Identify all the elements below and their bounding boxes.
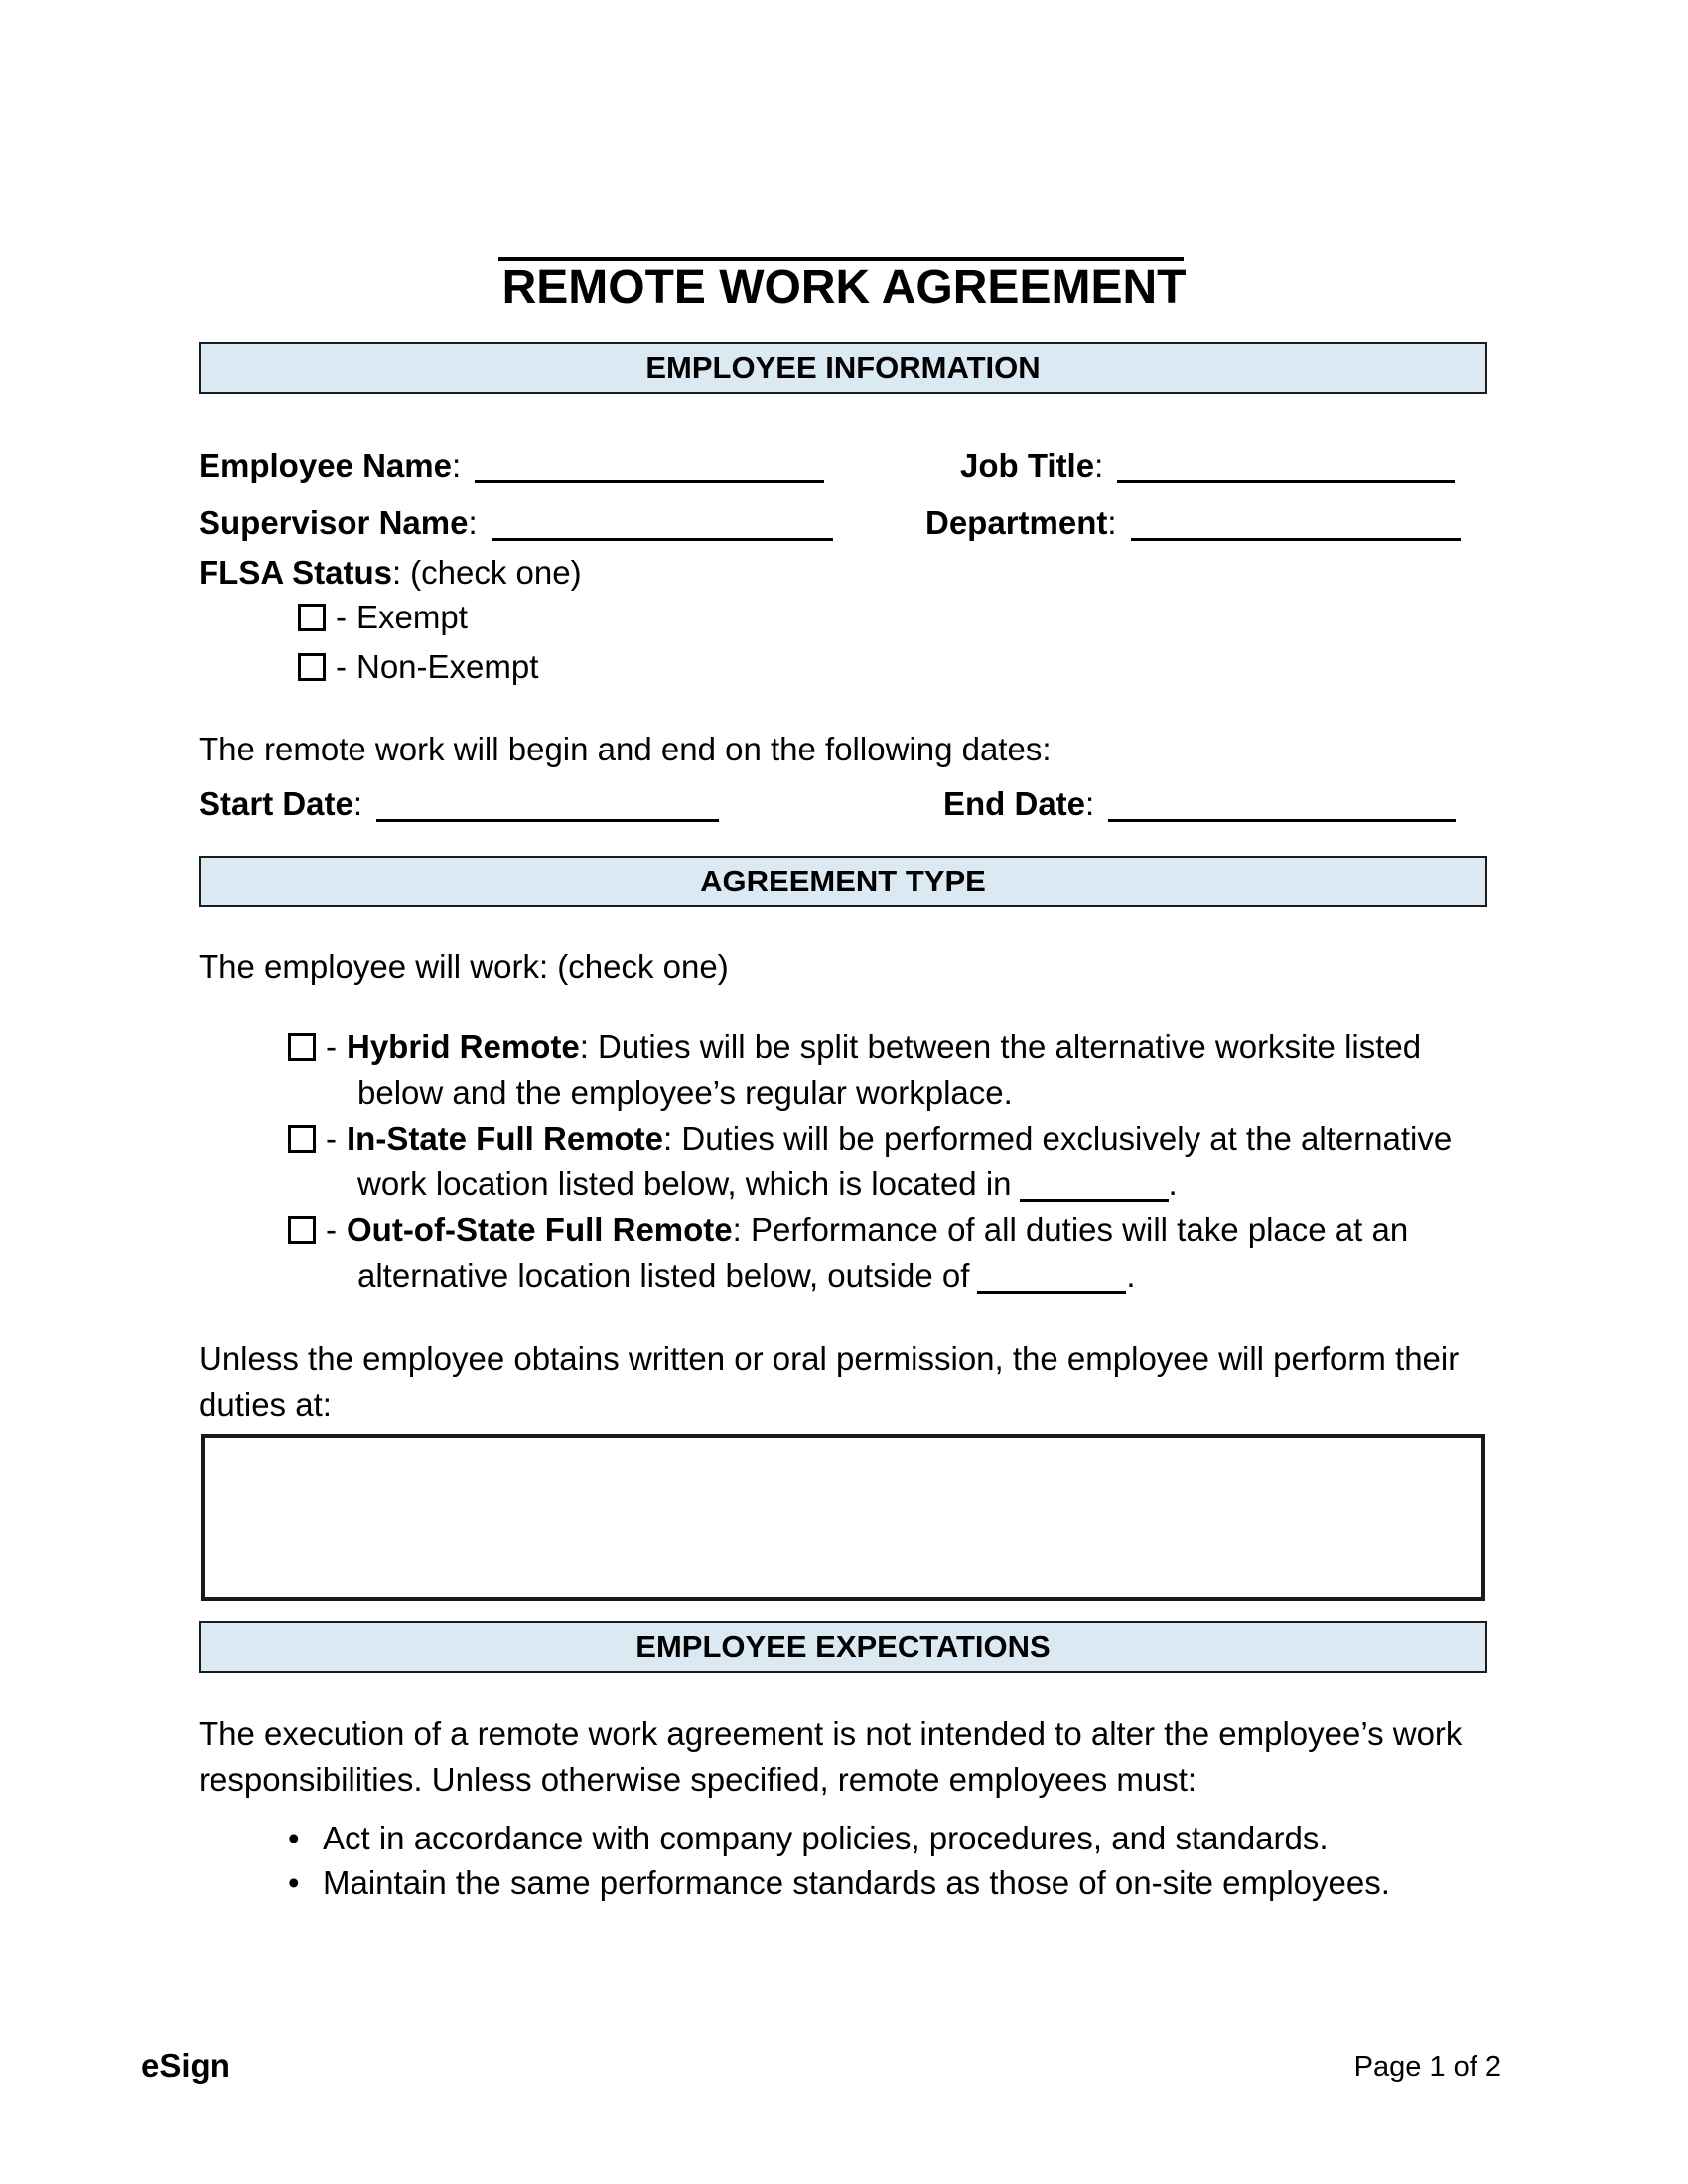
section-heading-text: AGREEMENT TYPE	[700, 864, 986, 898]
duties-paragraph-line1: Unless the employee obtains written or oral permission, the employee will perform their	[199, 1340, 1460, 1377]
start-date-row	[199, 787, 719, 822]
option-in-state-line2	[357, 1167, 1178, 1202]
esign-logo: eSign	[141, 2047, 230, 2084]
colon: :	[1094, 447, 1104, 483]
employee-name-label: Employee Name	[199, 447, 452, 483]
out-of-state-label: Out-of-State Full Remote	[347, 1211, 733, 1248]
section-heading-text: EMPLOYEE INFORMATION	[645, 350, 1041, 385]
period: .	[1126, 1257, 1136, 1294]
bullet-icon: •	[288, 1864, 300, 1901]
employee-name-row	[199, 449, 824, 483]
flsa-option-non-exempt	[298, 650, 538, 683]
flsa-status-label: FLSA Status	[199, 554, 392, 591]
flsa-status-row	[199, 556, 582, 589]
colon: :	[391, 554, 402, 591]
out-of-state-location-blank[interactable]	[977, 1265, 1126, 1294]
option-hybrid-remote-line2: below and the employee’s regular workplace.	[357, 1074, 1013, 1111]
in-state-desc: : Duties will be performed exclusively at the alternative	[663, 1120, 1453, 1157]
section-heading-text: EMPLOYEE EXPECTATIONS	[635, 1629, 1051, 1664]
job-title-row	[960, 449, 1455, 483]
expectation-bullet-2	[288, 1866, 1390, 1899]
hybrid-remote-label: Hybrid Remote	[347, 1028, 580, 1065]
in-state-checkbox-icon[interactable]	[288, 1125, 316, 1153]
exempt-checkbox-icon[interactable]	[298, 604, 326, 631]
option-out-of-state-line1	[288, 1213, 1408, 1246]
out-of-state-desc: : Performance of all duties will take place at an	[732, 1211, 1409, 1248]
option-out-of-state-line2	[357, 1259, 1136, 1294]
employee-name-blank[interactable]	[475, 455, 824, 483]
flsa-option-exempt	[298, 601, 468, 633]
colon: :	[352, 785, 363, 822]
out-of-state-desc-cont: alternative location listed below, outside of	[357, 1257, 970, 1294]
expectations-intro-line2: responsibilities. Unless otherwise specified, remote employees must:	[199, 1761, 1197, 1798]
agreement-type-intro: The employee will work: (check one)	[199, 948, 729, 985]
dash: -	[336, 648, 347, 685]
dash: -	[326, 1028, 337, 1065]
expectation-bullet-1	[288, 1822, 1329, 1854]
supervisor-name-label: Supervisor Name	[199, 504, 469, 541]
hybrid-remote-checkbox-icon[interactable]	[288, 1033, 316, 1061]
section-header-employee-information	[199, 342, 1487, 394]
supervisor-name-row	[199, 506, 833, 541]
hybrid-remote-desc: : Duties will be split between the alternative worksite listed	[579, 1028, 1422, 1065]
end-date-blank[interactable]	[1108, 793, 1456, 822]
in-state-location-blank[interactable]	[1020, 1173, 1169, 1202]
department-blank[interactable]	[1131, 512, 1461, 541]
department-label: Department	[925, 504, 1108, 541]
non-exempt-checkbox-icon[interactable]	[298, 653, 326, 681]
period: .	[1168, 1165, 1178, 1202]
department-row	[925, 506, 1461, 541]
colon: :	[468, 504, 478, 541]
option-in-state-line1	[288, 1122, 1452, 1155]
in-state-desc-cont: work location listed below, which is located in	[357, 1165, 1012, 1202]
exempt-label: Exempt	[356, 599, 468, 635]
supervisor-name-blank[interactable]	[492, 512, 833, 541]
duties-location-box[interactable]	[201, 1434, 1485, 1601]
expectations-intro-line1: The execution of a remote work agreement is not intended to alter the employee’s work	[199, 1715, 1463, 1752]
start-date-label: Start Date	[199, 785, 353, 822]
bullet-icon: •	[288, 1820, 300, 1856]
section-header-agreement-type	[199, 856, 1487, 907]
option-hybrid-remote-line1	[288, 1030, 1421, 1063]
page-title: REMOTE WORK AGREEMENT	[501, 261, 1187, 314]
job-title-blank[interactable]	[1117, 455, 1455, 483]
bullet-text: Act in accordance with company policies, procedures, and standards.	[323, 1820, 1329, 1856]
start-date-blank[interactable]	[376, 793, 719, 822]
in-state-label: In-State Full Remote	[347, 1120, 664, 1157]
page-number: Page 1 of 2	[1353, 2051, 1501, 2083]
flsa-instruction: (check one)	[410, 554, 582, 591]
dash: -	[326, 1120, 337, 1157]
bullet-text: Maintain the same performance standards as those of on-site employees.	[323, 1864, 1390, 1901]
non-exempt-label: Non-Exempt	[356, 648, 539, 685]
dash: -	[326, 1211, 337, 1248]
out-of-state-checkbox-icon[interactable]	[288, 1216, 316, 1244]
end-date-row	[943, 787, 1456, 822]
section-header-employee-expectations	[199, 1621, 1487, 1673]
colon: :	[1107, 504, 1117, 541]
end-date-label: End Date	[943, 785, 1086, 822]
dates-intro-text: The remote work will begin and end on the following dates:	[199, 731, 1052, 767]
colon: :	[1085, 785, 1095, 822]
colon: :	[451, 447, 462, 483]
duties-paragraph-line2: duties at:	[199, 1386, 332, 1423]
job-title-label: Job Title	[960, 447, 1095, 483]
dash: -	[336, 599, 347, 635]
